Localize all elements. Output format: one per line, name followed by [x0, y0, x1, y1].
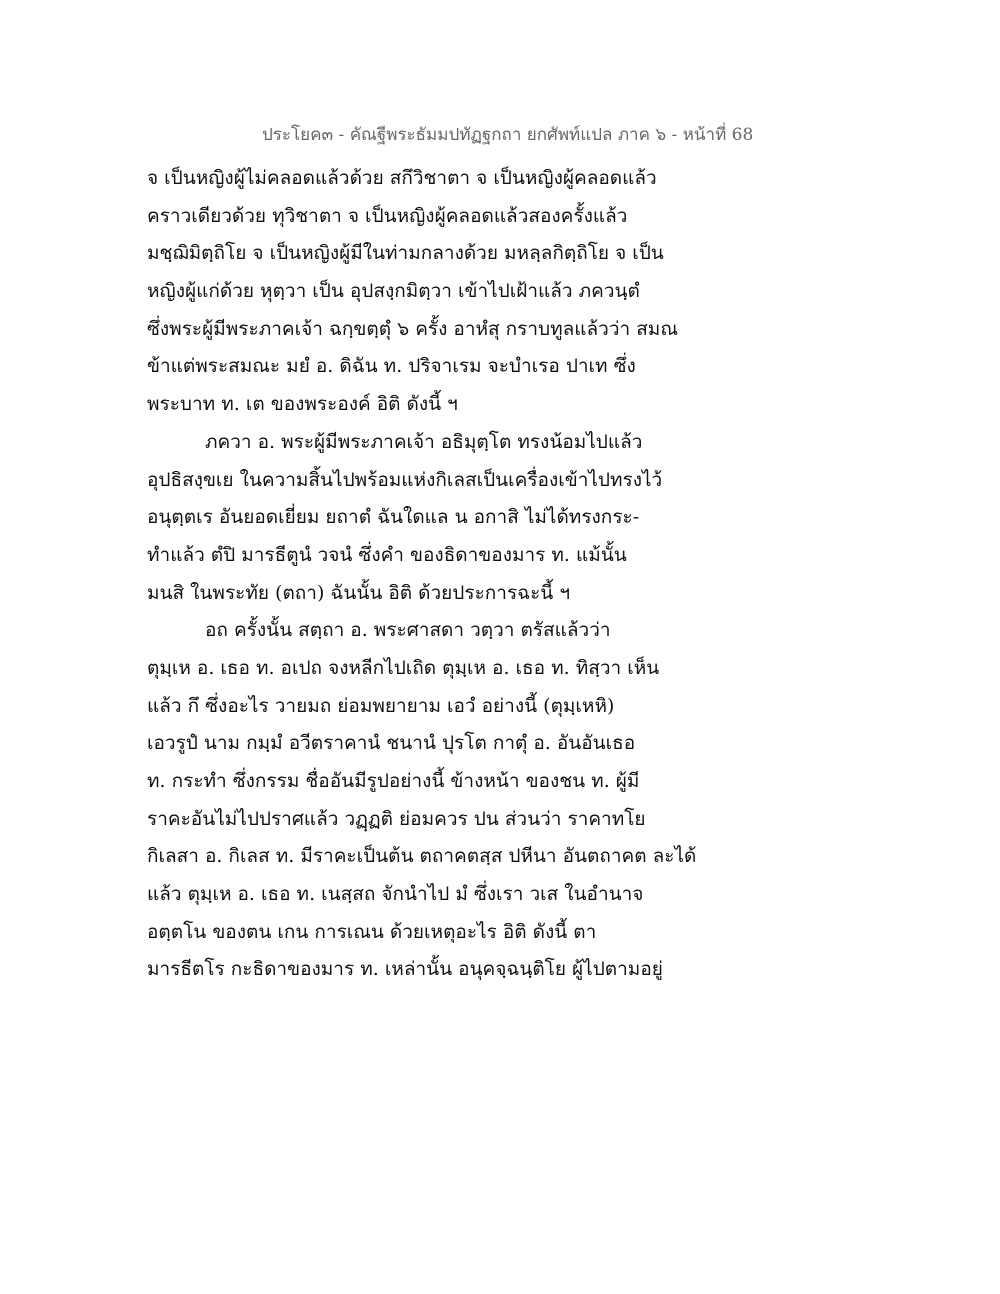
text-line: คราวเดียวด้วย ทุวิชาตา จ เป็นหญิงผู้คลอดแล้วสองครั้งแล้ว: [147, 204, 628, 227]
text-line: ซึ่งพระผู้มีพระภาคเจ้า ฉกฺขตฺตุํ ๖ ครั้ง อาหํสุ กราบทูลแล้วว่า สมณ: [147, 317, 678, 340]
text-line: อตฺตโน ของตน เกน การเณน ด้วยเหตุอะไร อิติ ดังนี้ ตา: [147, 920, 597, 943]
paragraph-start-line: ภควา อ. พระผู้มีพระภาคเจ้า อธิมุตฺโต ทรงน้อมไปแล้ว: [205, 430, 643, 453]
text-line: เอวรูปํ นาม กมฺมํ อวีตราคานํ ชนานํ ปุรโต กาตุํ อ. อันอันเธอ: [147, 732, 636, 755]
text-line: มชฺฌิมิตฺถิโย จ เป็นหญิงผู้มีในท่ามกลางด้วย มหลฺลกิตฺถิโย จ เป็น: [147, 242, 664, 265]
text-line: ตุมฺเห อ. เธอ ท. อเปถ จงหลีกไปเถิด ตุมฺเห อ. เธอ ท. ทิสฺวา เห็น: [147, 656, 660, 679]
text-line: แล้ว กึ ซึ่งอะไร วายมถ ย่อมพยายาม เอวํ อย่างนี้ (ตุมฺเหหิ): [147, 694, 615, 717]
body-text: [147, 160, 747, 989]
text-line: มนสิ ในพระทัย (ตถา) ฉันนั้น อิติ ด้วยประการฉะนี้ ฯ: [147, 581, 570, 604]
paragraph-start-line: อถ ครั้งนั้น สตฺถา อ. พระศาสดา วตฺวา ตรัสแล้วว่า: [205, 619, 611, 642]
text-line: ท. กระทำ ซึ่งกรรม ชื่ออันมีรูปอย่างนี้ ข้างหน้า ของชน ท. ผู้มี: [147, 770, 640, 792]
text-line: อุปธิสงฺขเย ในความสิ้นไปพร้อมแห่งกิเลสเป็นเครื่องเข้าไปทรงไว้: [147, 468, 663, 491]
page-header: ประโยค๓ - คัณฐีพระธัมมปทัฏฐกถา ยกศัพท์แปล ภาค ๖ - หน้าที่ 68: [262, 125, 754, 145]
text-line: ทำแล้ว ตํปิ มารธีตูนํ วจนํ ซึ่งคำ ของธิดาของมาร ท. แม้นั้น: [147, 543, 627, 566]
text-line: ราคะอันไม่ไปปราศแล้ว วฏฺฏติ ย่อมควร ปน ส่วนว่า ราคาทโย: [147, 807, 646, 830]
text-line: กิเลสา อ. กิเลส ท. มีราคะเป็นต้น ตถาคตสฺส ปหีนา อันตถาคต ละได้: [147, 845, 697, 868]
text-line: ข้าแต่พระสมณะ มยํ อ. ดิฉัน ท. ปริจาเรม จะบำเรอ ปาเท ซึ่ง: [147, 355, 636, 378]
text-line: อนุตฺตเร อันยอดเยี่ยม ยถาตํ ฉันใดแล น อกาสิ ไม่ได้ทรงกระ-: [147, 506, 640, 529]
text-line: มารธีตโร กะธิดาของมาร ท. เหล่านั้น อนุคจฺฉนฺติโย ผู้ไปตามอยู่: [147, 958, 663, 981]
text-line: จ เป็นหญิงผู้ไม่คลอดแล้วด้วย สกึวิชาตา จ เป็นหญิงผู้คลอดแล้ว: [147, 167, 657, 189]
text-line: พระบาท ท. เต ของพระองค์ อิติ ดังนี้ ฯ: [147, 393, 458, 416]
text-line: หญิงผู้แก่ด้วย หุตฺวา เป็น อุปสงฺกมิตฺวา เข้าไปเฝ้าแล้ว ภควนฺตํ: [147, 280, 640, 303]
text-line: แล้ว ตุมฺเห อ. เธอ ท. เนสฺสถ จักนำไป มํ ซึ่งเรา วเส ในอำนาจ: [147, 883, 644, 906]
